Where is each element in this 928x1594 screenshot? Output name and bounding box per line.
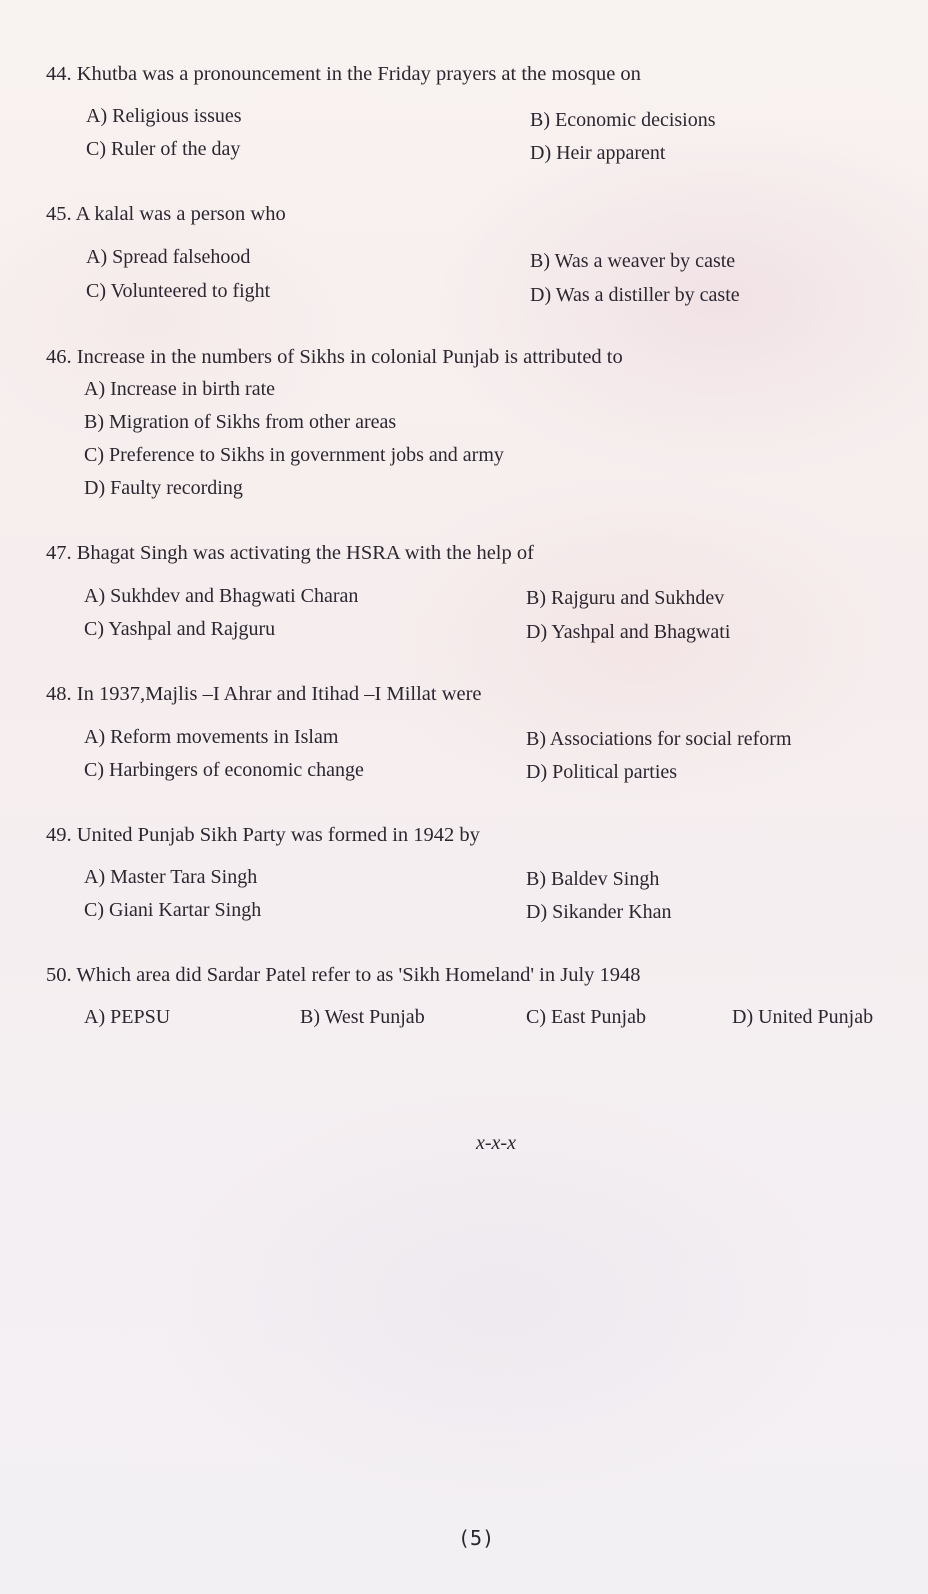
q48-option-b: B) Associations for social reform xyxy=(526,728,792,750)
q50-option-d: D) United Punjab xyxy=(732,1006,874,1028)
page-number: (5) xyxy=(458,1526,495,1550)
q44-option-c: C) Ruler of the day xyxy=(86,138,241,160)
q45-option-c: C) Volunteered to fight xyxy=(86,280,271,302)
question-45: 45. A kalal was a person who xyxy=(46,203,286,225)
q49-option-d: D) Sikander Khan xyxy=(526,901,672,923)
q46-option-b: B) Migration of Sikhs from other areas xyxy=(84,411,397,433)
q44-option-a: A) Religious issues xyxy=(86,105,242,127)
question-50: 50. Which area did Sardar Patel refer to as 'Sikh Homeland' in July 1948 xyxy=(46,964,641,986)
q45-option-a: A) Spread falsehood xyxy=(86,246,251,268)
q45-option-d: D) Was a distiller by caste xyxy=(530,284,740,306)
q46-option-a: A) Increase in birth rate xyxy=(84,378,276,400)
q47-option-c: C) Yashpal and Rajguru xyxy=(84,618,276,640)
q46-option-d: D) Faulty recording xyxy=(84,477,243,499)
question-46: 46. Increase in the numbers of Sikhs in colonial Punjab is attributed to xyxy=(46,346,623,368)
question-44: 44. Khutba was a pronouncement in the Friday prayers at the mosque on xyxy=(46,63,641,85)
q45-option-b: B) Was a weaver by caste xyxy=(530,250,736,272)
q49-option-a: A) Master Tara Singh xyxy=(84,866,258,888)
q50-option-a: A) PEPSU xyxy=(84,1006,171,1028)
end-of-section-mark: x-x-x xyxy=(476,1132,516,1154)
q50-option-c: C) East Punjab xyxy=(526,1006,646,1028)
q47-option-b: B) Rajguru and Sukhdev xyxy=(526,587,725,609)
question-49: 49. United Punjab Sikh Party was formed in 1942 by xyxy=(46,824,480,846)
question-47: 47. Bhagat Singh was activating the HSRA with the help of xyxy=(46,542,534,564)
q49-option-c: C) Giani Kartar Singh xyxy=(84,899,262,921)
q44-option-b: B) Economic decisions xyxy=(530,109,716,131)
question-48: 48. In 1937,Majlis –I Ahrar and Itihad –I Millat were xyxy=(46,683,482,705)
q47-option-a: A) Sukhdev and Bhagwati Charan xyxy=(84,585,359,607)
q46-option-c: C) Preference to Sikhs in government jobs and army xyxy=(84,444,504,466)
q50-option-b: B) West Punjab xyxy=(300,1006,425,1028)
q47-option-d: D) Yashpal and Bhagwati xyxy=(526,621,731,643)
q48-option-c: C) Harbingers of economic change xyxy=(84,759,364,781)
q44-option-d: D) Heir apparent xyxy=(530,142,666,164)
q49-option-b: B) Baldev Singh xyxy=(526,868,660,890)
q48-option-a: A) Reform movements in Islam xyxy=(84,726,339,748)
q48-option-d: D) Political parties xyxy=(526,761,678,783)
